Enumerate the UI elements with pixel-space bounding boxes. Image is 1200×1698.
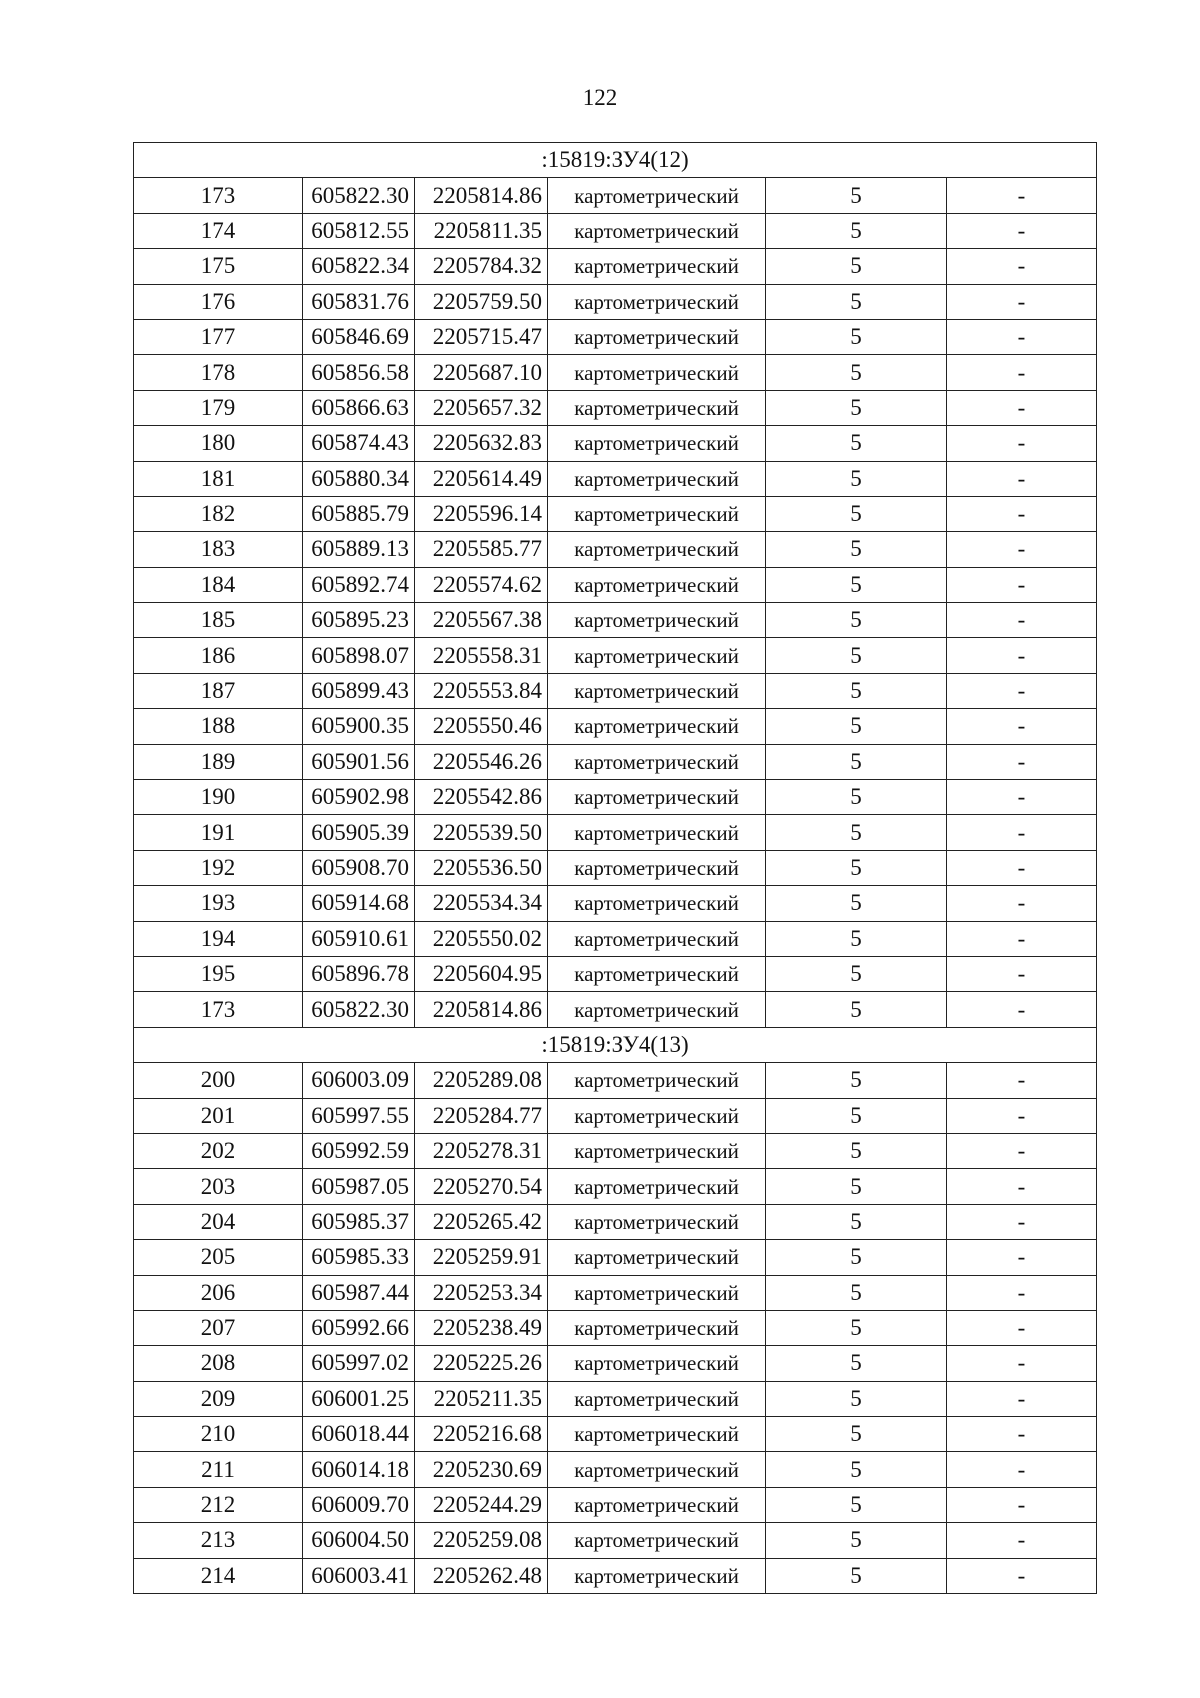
point-number-cell: 200: [134, 1063, 303, 1098]
accuracy-cell: 5: [766, 567, 947, 602]
point-number-cell: 181: [134, 461, 303, 496]
x-coordinate-cell: 606004.50: [303, 1523, 415, 1558]
y-coordinate-cell: 2205814.86: [415, 178, 548, 213]
table-body: [134, 143, 1097, 1594]
accuracy-cell: 5: [766, 461, 947, 496]
method-cell: картометрический: [548, 921, 766, 956]
table-row: [134, 1346, 1097, 1381]
y-coordinate-cell: 2205687.10: [415, 355, 548, 390]
method-cell: картометрический: [548, 461, 766, 496]
x-coordinate-cell: 605987.44: [303, 1275, 415, 1310]
description-cell: -: [947, 426, 1097, 461]
table-row: [134, 1452, 1097, 1487]
table-row: [134, 426, 1097, 461]
accuracy-cell: 5: [766, 1098, 947, 1133]
y-coordinate-cell: 2205550.02: [415, 921, 548, 956]
x-coordinate-cell: 605997.55: [303, 1098, 415, 1133]
x-coordinate-cell: 605880.34: [303, 461, 415, 496]
y-coordinate-cell: 2205759.50: [415, 284, 548, 319]
accuracy-cell: 5: [766, 1063, 947, 1098]
table-row: [134, 815, 1097, 850]
description-cell: -: [947, 1558, 1097, 1593]
point-number-cell: 175: [134, 249, 303, 284]
x-coordinate-cell: 605831.76: [303, 284, 415, 319]
accuracy-cell: 5: [766, 886, 947, 921]
y-coordinate-cell: 2205230.69: [415, 1452, 548, 1487]
method-cell: картометрический: [548, 567, 766, 602]
description-cell: -: [947, 1346, 1097, 1381]
method-cell: картометрический: [548, 319, 766, 354]
accuracy-cell: 5: [766, 1452, 947, 1487]
method-cell: картометрический: [548, 709, 766, 744]
method-cell: картометрический: [548, 780, 766, 815]
description-cell: -: [947, 1275, 1097, 1310]
accuracy-cell: 5: [766, 815, 947, 850]
accuracy-cell: 5: [766, 1417, 947, 1452]
description-cell: -: [947, 1098, 1097, 1133]
point-number-cell: 195: [134, 956, 303, 991]
table-row: [134, 178, 1097, 213]
description-cell: -: [947, 1204, 1097, 1239]
table-row: [134, 744, 1097, 779]
point-number-cell: 193: [134, 886, 303, 921]
description-cell: -: [947, 461, 1097, 496]
method-cell: картометрический: [548, 744, 766, 779]
method-cell: картометрический: [548, 638, 766, 673]
x-coordinate-cell: 605985.37: [303, 1204, 415, 1239]
x-coordinate-cell: 605846.69: [303, 319, 415, 354]
y-coordinate-cell: 2205657.32: [415, 390, 548, 425]
y-coordinate-cell: 2205270.54: [415, 1169, 548, 1204]
method-cell: картометрический: [548, 1523, 766, 1558]
description-cell: -: [947, 567, 1097, 602]
method-cell: картометрический: [548, 390, 766, 425]
accuracy-cell: 5: [766, 638, 947, 673]
method-cell: картометрический: [548, 1452, 766, 1487]
table-row: [134, 1310, 1097, 1345]
description-cell: -: [947, 178, 1097, 213]
description-cell: -: [947, 638, 1097, 673]
description-cell: -: [947, 1063, 1097, 1098]
table-row: [134, 355, 1097, 390]
y-coordinate-cell: 2205259.08: [415, 1523, 548, 1558]
method-cell: картометрический: [548, 673, 766, 708]
x-coordinate-cell: 605895.23: [303, 603, 415, 638]
y-coordinate-cell: 2205553.84: [415, 673, 548, 708]
accuracy-cell: 5: [766, 744, 947, 779]
table-row: [134, 1558, 1097, 1593]
x-coordinate-cell: 605987.05: [303, 1169, 415, 1204]
method-cell: картометрический: [548, 496, 766, 531]
x-coordinate-cell: 605900.35: [303, 709, 415, 744]
table-row: [134, 319, 1097, 354]
table-row: [134, 886, 1097, 921]
y-coordinate-cell: 2205542.86: [415, 780, 548, 815]
method-cell: картометрический: [548, 815, 766, 850]
y-coordinate-cell: 2205567.38: [415, 603, 548, 638]
point-number-cell: 179: [134, 390, 303, 425]
section-header-row: [134, 1027, 1097, 1062]
accuracy-cell: 5: [766, 709, 947, 744]
point-number-cell: 191: [134, 815, 303, 850]
table-row: [134, 603, 1097, 638]
point-number-cell: 201: [134, 1098, 303, 1133]
table-row: [134, 1240, 1097, 1275]
accuracy-cell: 5: [766, 1558, 947, 1593]
description-cell: -: [947, 1169, 1097, 1204]
description-cell: -: [947, 780, 1097, 815]
x-coordinate-cell: 605908.70: [303, 850, 415, 885]
description-cell: -: [947, 355, 1097, 390]
x-coordinate-cell: 605896.78: [303, 956, 415, 991]
point-number-cell: 177: [134, 319, 303, 354]
table-row: [134, 638, 1097, 673]
description-cell: -: [947, 1381, 1097, 1416]
table-row: [134, 992, 1097, 1027]
x-coordinate-cell: 605992.66: [303, 1310, 415, 1345]
table-row: [134, 1098, 1097, 1133]
description-cell: -: [947, 709, 1097, 744]
point-number-cell: 190: [134, 780, 303, 815]
description-cell: -: [947, 956, 1097, 991]
x-coordinate-cell: 605898.07: [303, 638, 415, 673]
section-header-row: [134, 143, 1097, 178]
method-cell: картометрический: [548, 1133, 766, 1168]
description-cell: -: [947, 496, 1097, 531]
table-row: [134, 1381, 1097, 1416]
table-row: [134, 249, 1097, 284]
x-coordinate-cell: 606003.41: [303, 1558, 415, 1593]
y-coordinate-cell: 2205211.35: [415, 1381, 548, 1416]
description-cell: -: [947, 1310, 1097, 1345]
accuracy-cell: 5: [766, 1487, 947, 1522]
table-row: [134, 1169, 1097, 1204]
y-coordinate-cell: 2205558.31: [415, 638, 548, 673]
y-coordinate-cell: 2205536.50: [415, 850, 548, 885]
method-cell: картометрический: [548, 1487, 766, 1522]
accuracy-cell: 5: [766, 780, 947, 815]
y-coordinate-cell: 2205262.48: [415, 1558, 548, 1593]
method-cell: картометрический: [548, 1204, 766, 1239]
method-cell: картометрический: [548, 1063, 766, 1098]
description-cell: -: [947, 744, 1097, 779]
table-row: [134, 956, 1097, 991]
y-coordinate-cell: 2205784.32: [415, 249, 548, 284]
x-coordinate-cell: 605910.61: [303, 921, 415, 956]
x-coordinate-cell: 605856.58: [303, 355, 415, 390]
point-number-cell: 182: [134, 496, 303, 531]
section-title: :15819:ЗУ4(12): [134, 143, 1097, 178]
description-cell: -: [947, 284, 1097, 319]
method-cell: картометрический: [548, 1275, 766, 1310]
y-coordinate-cell: 2205604.95: [415, 956, 548, 991]
y-coordinate-cell: 2205238.49: [415, 1310, 548, 1345]
x-coordinate-cell: 606001.25: [303, 1381, 415, 1416]
y-coordinate-cell: 2205253.34: [415, 1275, 548, 1310]
point-number-cell: 174: [134, 213, 303, 248]
description-cell: -: [947, 673, 1097, 708]
point-number-cell: 173: [134, 178, 303, 213]
accuracy-cell: 5: [766, 178, 947, 213]
point-number-cell: 204: [134, 1204, 303, 1239]
accuracy-cell: 5: [766, 1381, 947, 1416]
y-coordinate-cell: 2205259.91: [415, 1240, 548, 1275]
point-number-cell: 209: [134, 1381, 303, 1416]
accuracy-cell: 5: [766, 992, 947, 1027]
table-row: [134, 496, 1097, 531]
point-number-cell: 213: [134, 1523, 303, 1558]
description-cell: -: [947, 390, 1097, 425]
description-cell: -: [947, 1523, 1097, 1558]
method-cell: картометрический: [548, 850, 766, 885]
y-coordinate-cell: 2205539.50: [415, 815, 548, 850]
method-cell: картометрический: [548, 956, 766, 991]
method-cell: картометрический: [548, 178, 766, 213]
x-coordinate-cell: 605866.63: [303, 390, 415, 425]
method-cell: картометрический: [548, 886, 766, 921]
y-coordinate-cell: 2205278.31: [415, 1133, 548, 1168]
point-number-cell: 202: [134, 1133, 303, 1168]
table-row: [134, 850, 1097, 885]
method-cell: картометрический: [548, 1417, 766, 1452]
x-coordinate-cell: 605914.68: [303, 886, 415, 921]
point-number-cell: 189: [134, 744, 303, 779]
point-number-cell: 186: [134, 638, 303, 673]
description-cell: -: [947, 603, 1097, 638]
accuracy-cell: 5: [766, 956, 947, 991]
method-cell: картометрический: [548, 603, 766, 638]
point-number-cell: 173: [134, 992, 303, 1027]
table-row: [134, 921, 1097, 956]
point-number-cell: 212: [134, 1487, 303, 1522]
section-title: :15819:ЗУ4(13): [134, 1027, 1097, 1062]
table-row: [134, 1417, 1097, 1452]
point-number-cell: 188: [134, 709, 303, 744]
accuracy-cell: 5: [766, 1523, 947, 1558]
table-row: [134, 284, 1097, 319]
point-number-cell: 214: [134, 1558, 303, 1593]
x-coordinate-cell: 605992.59: [303, 1133, 415, 1168]
x-coordinate-cell: 605899.43: [303, 673, 415, 708]
table-row: [134, 461, 1097, 496]
description-cell: -: [947, 532, 1097, 567]
accuracy-cell: 5: [766, 319, 947, 354]
point-number-cell: 203: [134, 1169, 303, 1204]
y-coordinate-cell: 2205546.26: [415, 744, 548, 779]
y-coordinate-cell: 2205284.77: [415, 1098, 548, 1133]
method-cell: картометрический: [548, 1310, 766, 1345]
point-number-cell: 178: [134, 355, 303, 390]
accuracy-cell: 5: [766, 1275, 947, 1310]
method-cell: картометрический: [548, 355, 766, 390]
table-row: [134, 1204, 1097, 1239]
accuracy-cell: 5: [766, 673, 947, 708]
table-row: [134, 567, 1097, 602]
accuracy-cell: 5: [766, 355, 947, 390]
method-cell: картометрический: [548, 1558, 766, 1593]
point-number-cell: 210: [134, 1417, 303, 1452]
x-coordinate-cell: 605822.30: [303, 178, 415, 213]
description-cell: -: [947, 249, 1097, 284]
description-cell: -: [947, 886, 1097, 921]
y-coordinate-cell: 2205265.42: [415, 1204, 548, 1239]
x-coordinate-cell: 605892.74: [303, 567, 415, 602]
point-number-cell: 183: [134, 532, 303, 567]
accuracy-cell: 5: [766, 1310, 947, 1345]
method-cell: картометрический: [548, 532, 766, 567]
accuracy-cell: 5: [766, 850, 947, 885]
x-coordinate-cell: 606003.09: [303, 1063, 415, 1098]
accuracy-cell: 5: [766, 1133, 947, 1168]
y-coordinate-cell: 2205614.49: [415, 461, 548, 496]
method-cell: картометрический: [548, 992, 766, 1027]
point-number-cell: 194: [134, 921, 303, 956]
point-number-cell: 180: [134, 426, 303, 461]
accuracy-cell: 5: [766, 390, 947, 425]
y-coordinate-cell: 2205585.77: [415, 532, 548, 567]
coordinates-table: [133, 142, 1097, 1594]
point-number-cell: 192: [134, 850, 303, 885]
y-coordinate-cell: 2205534.34: [415, 886, 548, 921]
accuracy-cell: 5: [766, 1240, 947, 1275]
point-number-cell: 184: [134, 567, 303, 602]
description-cell: -: [947, 921, 1097, 956]
method-cell: картометрический: [548, 426, 766, 461]
point-number-cell: 205: [134, 1240, 303, 1275]
table-row: [134, 1133, 1097, 1168]
x-coordinate-cell: 606009.70: [303, 1487, 415, 1522]
x-coordinate-cell: 606014.18: [303, 1452, 415, 1487]
description-cell: -: [947, 1240, 1097, 1275]
point-number-cell: 206: [134, 1275, 303, 1310]
y-coordinate-cell: 2205244.29: [415, 1487, 548, 1522]
table-row: [134, 1063, 1097, 1098]
point-number-cell: 187: [134, 673, 303, 708]
accuracy-cell: 5: [766, 921, 947, 956]
x-coordinate-cell: 605985.33: [303, 1240, 415, 1275]
accuracy-cell: 5: [766, 249, 947, 284]
accuracy-cell: 5: [766, 1204, 947, 1239]
table-row: [134, 213, 1097, 248]
y-coordinate-cell: 2205550.46: [415, 709, 548, 744]
x-coordinate-cell: 605901.56: [303, 744, 415, 779]
y-coordinate-cell: 2205814.86: [415, 992, 548, 1027]
accuracy-cell: 5: [766, 284, 947, 319]
x-coordinate-cell: 605822.30: [303, 992, 415, 1027]
table-row: [134, 1487, 1097, 1522]
y-coordinate-cell: 2205715.47: [415, 319, 548, 354]
accuracy-cell: 5: [766, 496, 947, 531]
x-coordinate-cell: 605822.34: [303, 249, 415, 284]
y-coordinate-cell: 2205811.35: [415, 213, 548, 248]
x-coordinate-cell: 605885.79: [303, 496, 415, 531]
point-number-cell: 185: [134, 603, 303, 638]
description-cell: -: [947, 815, 1097, 850]
x-coordinate-cell: 605812.55: [303, 213, 415, 248]
method-cell: картометрический: [548, 284, 766, 319]
table-row: [134, 1523, 1097, 1558]
accuracy-cell: 5: [766, 1346, 947, 1381]
method-cell: картометрический: [548, 1169, 766, 1204]
y-coordinate-cell: 2205216.68: [415, 1417, 548, 1452]
description-cell: -: [947, 1452, 1097, 1487]
method-cell: картометрический: [548, 1346, 766, 1381]
y-coordinate-cell: 2205632.83: [415, 426, 548, 461]
accuracy-cell: 5: [766, 213, 947, 248]
point-number-cell: 208: [134, 1346, 303, 1381]
y-coordinate-cell: 2205596.14: [415, 496, 548, 531]
point-number-cell: 176: [134, 284, 303, 319]
accuracy-cell: 5: [766, 426, 947, 461]
method-cell: картометрический: [548, 1381, 766, 1416]
y-coordinate-cell: 2205574.62: [415, 567, 548, 602]
x-coordinate-cell: 605905.39: [303, 815, 415, 850]
point-number-cell: 211: [134, 1452, 303, 1487]
page-number: 122: [582, 85, 618, 110]
description-cell: -: [947, 1487, 1097, 1522]
x-coordinate-cell: 605997.02: [303, 1346, 415, 1381]
x-coordinate-cell: 606018.44: [303, 1417, 415, 1452]
table-row: [134, 532, 1097, 567]
accuracy-cell: 5: [766, 603, 947, 638]
y-coordinate-cell: 2205225.26: [415, 1346, 548, 1381]
description-cell: -: [947, 319, 1097, 354]
table-row: [134, 780, 1097, 815]
method-cell: картометрический: [548, 249, 766, 284]
accuracy-cell: 5: [766, 1169, 947, 1204]
y-coordinate-cell: 2205289.08: [415, 1063, 548, 1098]
description-cell: -: [947, 1133, 1097, 1168]
description-cell: -: [947, 1417, 1097, 1452]
method-cell: картометрический: [548, 213, 766, 248]
x-coordinate-cell: 605889.13: [303, 532, 415, 567]
description-cell: -: [947, 213, 1097, 248]
point-number-cell: 207: [134, 1310, 303, 1345]
table-row: [134, 673, 1097, 708]
x-coordinate-cell: 605902.98: [303, 780, 415, 815]
table-row: [134, 709, 1097, 744]
description-cell: -: [947, 850, 1097, 885]
table-row: [134, 1275, 1097, 1310]
description-cell: -: [947, 992, 1097, 1027]
x-coordinate-cell: 605874.43: [303, 426, 415, 461]
method-cell: картометрический: [548, 1240, 766, 1275]
accuracy-cell: 5: [766, 532, 947, 567]
table-row: [134, 390, 1097, 425]
method-cell: картометрический: [548, 1098, 766, 1133]
